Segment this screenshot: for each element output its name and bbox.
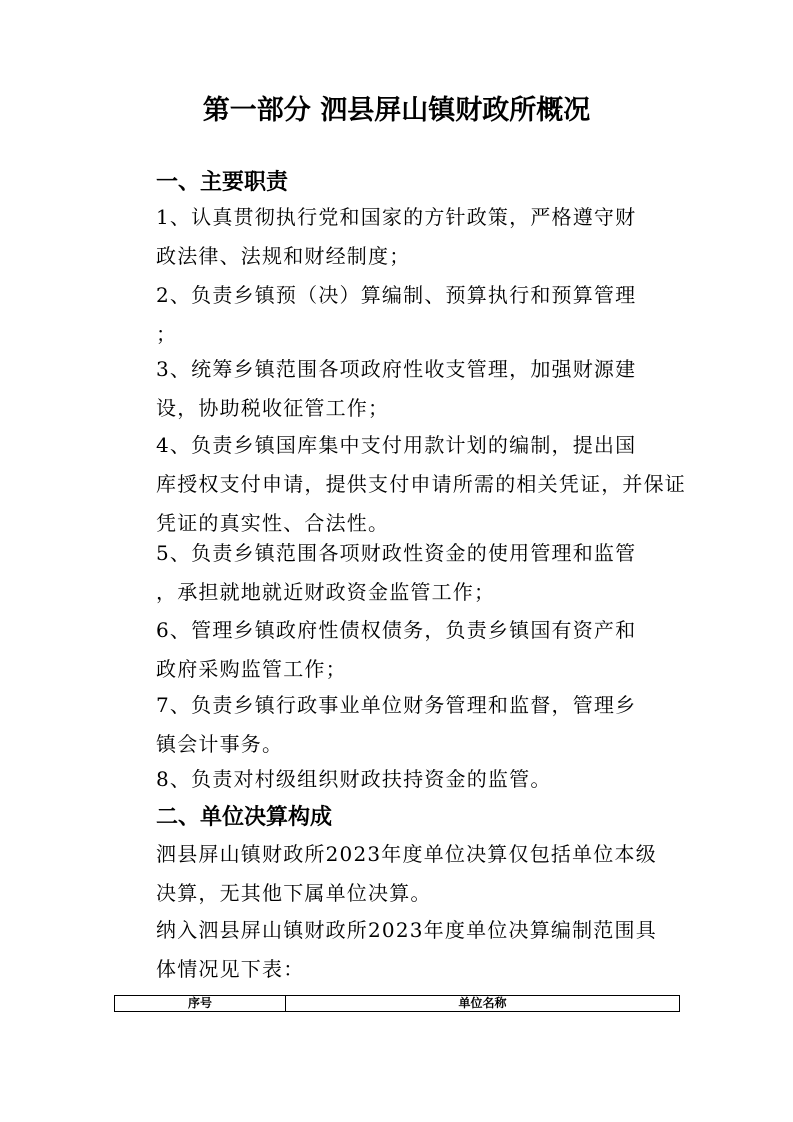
duty-item-2 [114, 276, 684, 354]
text-line: 2、负责乡镇预（决）算编制、预算执行和预算管理 [156, 283, 637, 307]
duty-item-7 [114, 686, 684, 764]
text-line: 泗县屏山镇财政所2023年度单位决算仅包括单位本级 [156, 842, 657, 866]
text-line: 6、管理乡镇政府性债权债务，负责乡镇国有资产和 [156, 618, 637, 642]
column-header-unit-name: 单位名称 [286, 996, 680, 1012]
text-line: 镇会计事务。 [156, 732, 284, 756]
table-header-row [115, 996, 680, 1012]
unit-table [114, 995, 680, 1012]
duty-item-5 [114, 534, 684, 612]
text-line: 库授权支付申请，提供支付申请所需的相关凭证，并保证 [156, 472, 686, 496]
text-line: 5、负责乡镇范围各项财政性资金的使用管理和监管 [156, 541, 637, 565]
column-header-index: 序号 [115, 996, 286, 1012]
text-line: ，承担就地就近财政资金监管工作； [156, 580, 496, 604]
section-heading-duties: 一、主要职责 [156, 170, 289, 195]
duty-item-1 [114, 198, 684, 276]
page-title: 第一部分 泗县屏山镇财政所概况 [202, 95, 591, 126]
duty-item-6 [114, 611, 684, 689]
text-line: 政府采购监管工作； [156, 657, 347, 681]
duty-item-3 [114, 350, 684, 428]
text-line: 1、认真贯彻执行党和国家的方针政策，严格遵守财 [156, 205, 637, 229]
duty-item-8 [114, 760, 684, 799]
text-line: 7、负责乡镇行政事业单位财务管理和监督，管理乡 [156, 693, 637, 717]
text-line: 3、统筹乡镇范围各项政府性收支管理，加强财源建 [156, 357, 637, 381]
text-line: 凭证的真实性、合法性。 [156, 511, 390, 535]
text-line: ； [156, 322, 178, 346]
text-line: 4、负责乡镇国库集中支付用款计划的编制，提出国 [156, 433, 637, 457]
text-line: 纳入泗县屏山镇财政所2023年度单位决算编制范围具 [156, 918, 657, 942]
text-line: 8、负责对村级组织财政扶持资金的监管。 [156, 767, 552, 791]
duty-item-4 [114, 426, 684, 543]
section-heading-structure: 二、单位决算构成 [156, 805, 333, 830]
structure-paragraph-1 [114, 835, 684, 913]
text-line: 决算，无其他下属单位决算。 [156, 881, 432, 905]
structure-paragraph-2 [114, 911, 684, 989]
text-line: 政法律、法规和财经制度； [156, 244, 411, 268]
text-line: 设，协助税收征管工作； [156, 396, 390, 420]
text-line: 体情况见下表： [156, 957, 305, 981]
